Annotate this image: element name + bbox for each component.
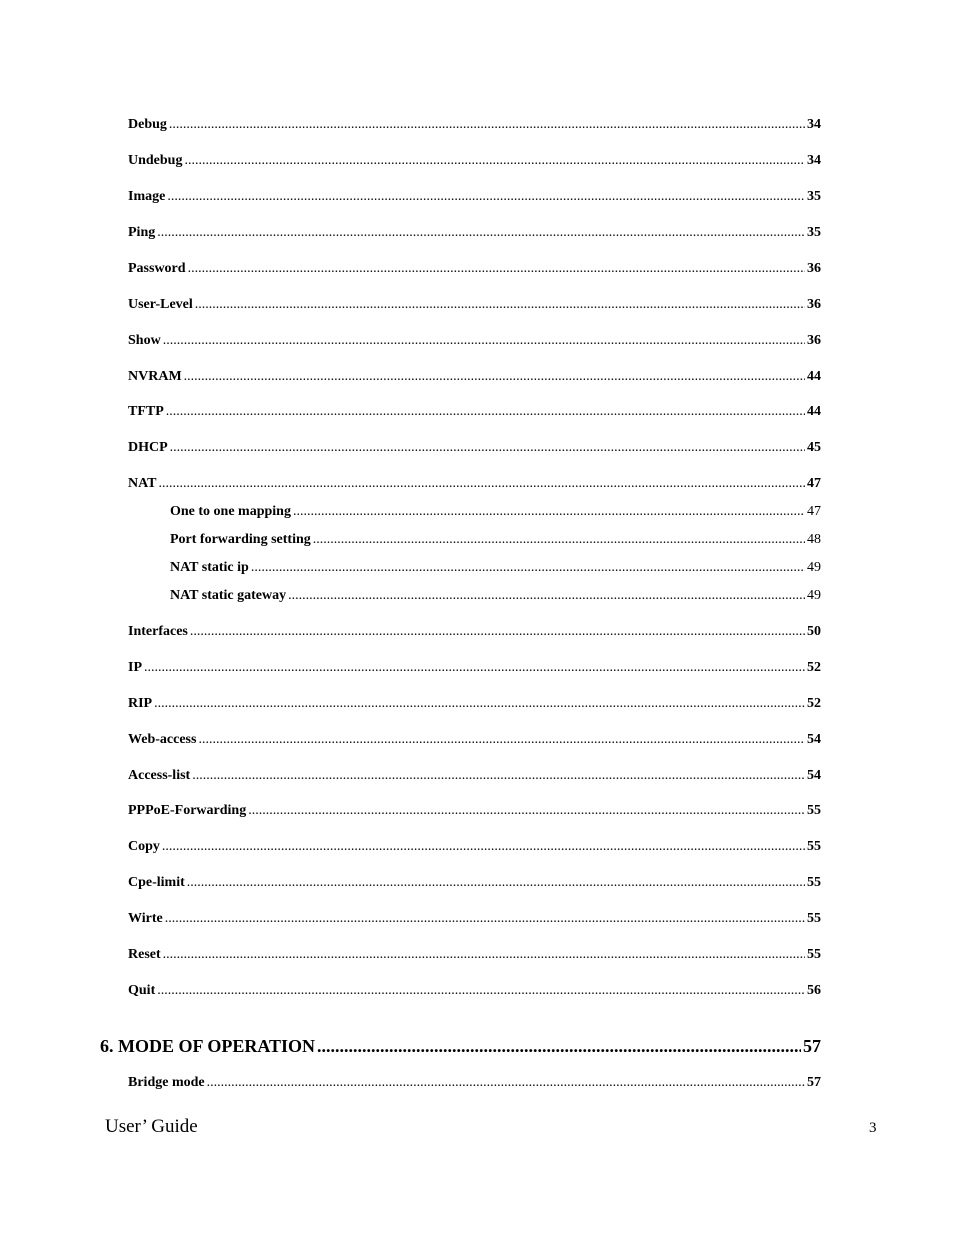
toc-leader: [159, 476, 805, 492]
toc-label: Debug: [128, 117, 167, 132]
toc-label: TFTP: [128, 404, 164, 419]
toc-entry[interactable]: [128, 1075, 821, 1091]
toc-subentry[interactable]: [170, 532, 821, 548]
toc-leader: [188, 261, 805, 277]
toc-page: 35: [807, 225, 821, 240]
toc-page: 36: [807, 333, 821, 348]
toc-leader: [313, 532, 805, 548]
toc-leader: [166, 404, 805, 420]
toc-leader: [169, 117, 805, 133]
toc-leader: [162, 839, 805, 855]
toc-entry[interactable]: [128, 153, 821, 169]
toc-entry[interactable]: [128, 117, 821, 133]
toc-label: Ping: [128, 225, 156, 240]
toc-label: Quit: [128, 983, 156, 998]
toc-label: Cpe-limit: [128, 875, 185, 890]
toc-entry[interactable]: [128, 947, 821, 963]
toc-leader: [167, 189, 805, 205]
toc-leader: [184, 369, 805, 385]
toc-leader: [190, 624, 805, 640]
toc-page: 44: [807, 369, 821, 384]
toc-label: DHCP: [128, 440, 168, 455]
toc-label: RIP: [128, 696, 153, 711]
toc-page: 57: [803, 1036, 821, 1056]
toc-page: 54: [807, 732, 821, 747]
toc-leader: [251, 560, 805, 576]
toc-page: 34: [807, 117, 821, 132]
toc-entry[interactable]: [128, 225, 821, 241]
toc-entry[interactable]: [128, 333, 821, 349]
toc-entry[interactable]: [128, 369, 821, 385]
toc-entry[interactable]: [128, 768, 821, 784]
toc-label: Wirte: [128, 911, 163, 926]
toc-label: Copy: [128, 839, 160, 854]
toc-leader: [317, 1036, 801, 1057]
toc-entry[interactable]: [128, 911, 821, 927]
toc-page: 57: [807, 1075, 821, 1090]
toc-page: 48: [807, 532, 821, 547]
toc-label: One to one mapping: [170, 504, 291, 519]
toc-leader: [157, 225, 805, 241]
toc-label: PPPoE-Forwarding: [128, 803, 247, 818]
toc-leader: [195, 297, 805, 313]
toc-label: NAT static ip: [170, 560, 249, 575]
toc-leader: [207, 1075, 805, 1091]
toc-label: IP: [128, 660, 142, 675]
toc-leader: [192, 768, 805, 784]
toc-leader: [154, 696, 805, 712]
toc-leader: [248, 803, 805, 819]
toc-label: NVRAM: [128, 369, 182, 384]
toc-page: 34: [807, 153, 821, 168]
toc-label: Interfaces: [128, 624, 188, 639]
toc-page: 52: [807, 660, 821, 675]
toc-leader: [198, 732, 805, 748]
toc-page: 50: [807, 624, 821, 639]
toc-page: 55: [807, 875, 821, 890]
toc-entry[interactable]: [128, 476, 821, 492]
toc-page: 45: [807, 440, 821, 455]
toc-label: Undebug: [128, 153, 183, 168]
toc-entry[interactable]: [128, 189, 821, 205]
toc-page: 55: [807, 911, 821, 926]
toc-page: 52: [807, 696, 821, 711]
toc-page: 47: [807, 504, 821, 519]
toc-leader: [163, 333, 805, 349]
toc-label: Web-access: [128, 732, 197, 747]
toc-entry[interactable]: [128, 261, 821, 277]
toc-label: User-Level: [128, 297, 193, 312]
toc-entry[interactable]: [128, 983, 821, 999]
toc-label: Password: [128, 261, 186, 276]
toc-entry[interactable]: [128, 732, 821, 748]
toc-entry[interactable]: [128, 696, 821, 712]
toc-page: 36: [807, 297, 821, 312]
toc-leader: [184, 153, 805, 169]
toc-leader: [163, 947, 805, 963]
toc-label: NAT static gateway: [170, 588, 287, 603]
toc-leader: [144, 660, 805, 676]
toc-label: Reset: [128, 947, 161, 962]
toc-subentry[interactable]: [170, 588, 821, 604]
toc-subentry[interactable]: [170, 504, 821, 520]
toc-entry[interactable]: [128, 624, 821, 640]
toc-entry[interactable]: [128, 440, 821, 456]
toc-leader: [157, 983, 805, 999]
toc-label: 6. MODE OF OPERATION: [100, 1036, 315, 1056]
toc-page: 44: [807, 404, 821, 419]
toc-leader: [288, 588, 805, 604]
toc-chapter[interactable]: [100, 1036, 821, 1057]
toc-label: NAT: [128, 476, 157, 491]
toc-page: 55: [807, 803, 821, 818]
toc-page: 47: [807, 476, 821, 491]
toc-leader: [165, 911, 805, 927]
toc-page: 35: [807, 189, 821, 204]
toc-page: 56: [807, 983, 821, 998]
toc-entry[interactable]: [128, 875, 821, 891]
toc-entry[interactable]: [128, 803, 821, 819]
toc-leader: [170, 440, 805, 456]
toc-page: 36: [807, 261, 821, 276]
toc-label: Show: [128, 333, 161, 348]
toc-label: Port forwarding setting: [170, 532, 311, 547]
toc-leader: [293, 504, 805, 520]
toc-page: 55: [807, 947, 821, 962]
footer-title: User’ Guide: [105, 1116, 198, 1137]
toc-entry[interactable]: [128, 660, 821, 676]
toc-label: Image: [128, 189, 166, 204]
toc-label: Bridge mode: [128, 1075, 205, 1090]
toc-page: 49: [807, 588, 821, 603]
toc-entry[interactable]: [128, 839, 821, 855]
toc-page: 49: [807, 560, 821, 575]
toc-page: 54: [807, 768, 821, 783]
toc-entry[interactable]: [128, 297, 821, 313]
toc-entry[interactable]: [128, 404, 821, 420]
toc-leader: [187, 875, 805, 891]
toc-subentry[interactable]: [170, 560, 821, 576]
footer-page-number: 3: [869, 1120, 877, 1136]
toc-label: Access-list: [128, 768, 191, 783]
toc-page: 55: [807, 839, 821, 854]
